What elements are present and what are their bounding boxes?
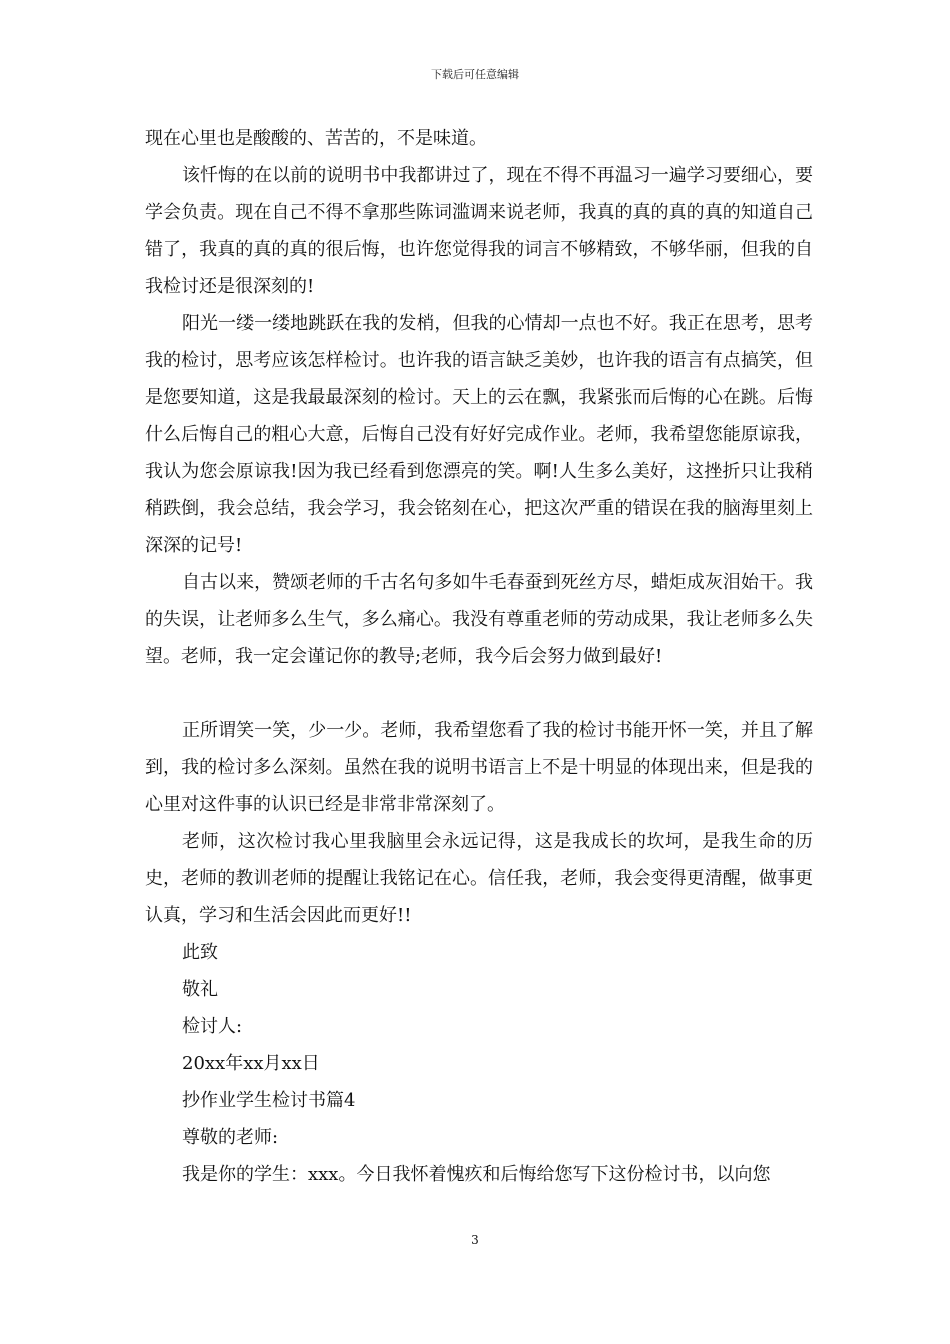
closing-regards: 敬礼 — [182, 979, 218, 1000]
paragraph: 我是你的学生：xxx。今日我怀着愧疚和后悔给您写下这份检讨书，以向您 — [182, 1164, 771, 1185]
document-body — [145, 120, 813, 1193]
signature-label: 检讨人: — [182, 1016, 243, 1037]
paragraph: 现在心里也是酸酸的、苦苦的，不是味道。 — [145, 128, 487, 149]
paragraph-spacer — [145, 675, 813, 712]
paragraph: 该忏悔的在以前的说明书中我都讲过了，现在不得不再温习一遍学习要细心，要学会负责。现在自己不得不拿那些陈词滥调来说老师，我真的真的真的真的知道自己错了，我真的真的真的很后悔，也许您觉得我的词言不够精致，不够华丽，但我的自我检讨还是很深刻的! — [145, 165, 813, 297]
greeting-line: 尊敬的老师: — [182, 1127, 279, 1148]
paragraph: 阳光一缕一缕地跳跃在我的发梢，但我的心情却一点也不好。我正在思考，思考我的检讨，思考应该怎样检讨。也许我的语言缺乏美妙，也许我的语言有点搞笑，但是您要知道，这是我最最深刻的检讨。天上的云在飘，我紧张而后悔的心在跳。后悔什么后悔自己的粗心大意，后悔自己没有好好完成作业。老师，我希望您能原谅我，我认为您会原谅我!因为我已经看到您漂亮的笑。啊!人生多么美好，这挫折只让我稍稍跌倒，我会总结，我会学习，我会铭刻在心，把这次严重的错误在我的脑海里刻上深深的记号! — [145, 313, 813, 556]
page-number: 3 — [471, 1233, 479, 1247]
page-header: 下载后可任意编辑 — [431, 68, 519, 81]
closing-salutation: 此致 — [182, 942, 218, 963]
date-line: 20xx年xx月xx日 — [182, 1053, 320, 1074]
section-title: 抄作业学生检讨书篇4 — [182, 1090, 356, 1111]
paragraph: 自古以来，赞颂老师的千古名句多如牛毛春蚕到死丝方尽，蜡炬成灰泪始干。我的失误，让老师多么生气，多么痛心。我没有尊重老师的劳动成果，我让老师多么失望。老师，我一定会谨记你的教导;老师，我今后会努力做到最好! — [145, 572, 813, 667]
paragraph: 老师，这次检讨我心里我脑里会永远记得，这是我成长的坎坷，是我生命的历史，老师的教训老师的提醒让我铭记在心。信任我，老师，我会变得更清醒，做事更认真，学习和生活会因此而更好!! — [145, 831, 813, 926]
paragraph: 正所谓笑一笑，少一少。老师，我希望您看了我的检讨书能开怀一笑，并且了解到，我的检讨多么深刻。虽然在我的说明书语言上不是十明显的体现出来，但是我的心里对这件事的认识已经是非常非常深刻了。 — [145, 720, 813, 815]
